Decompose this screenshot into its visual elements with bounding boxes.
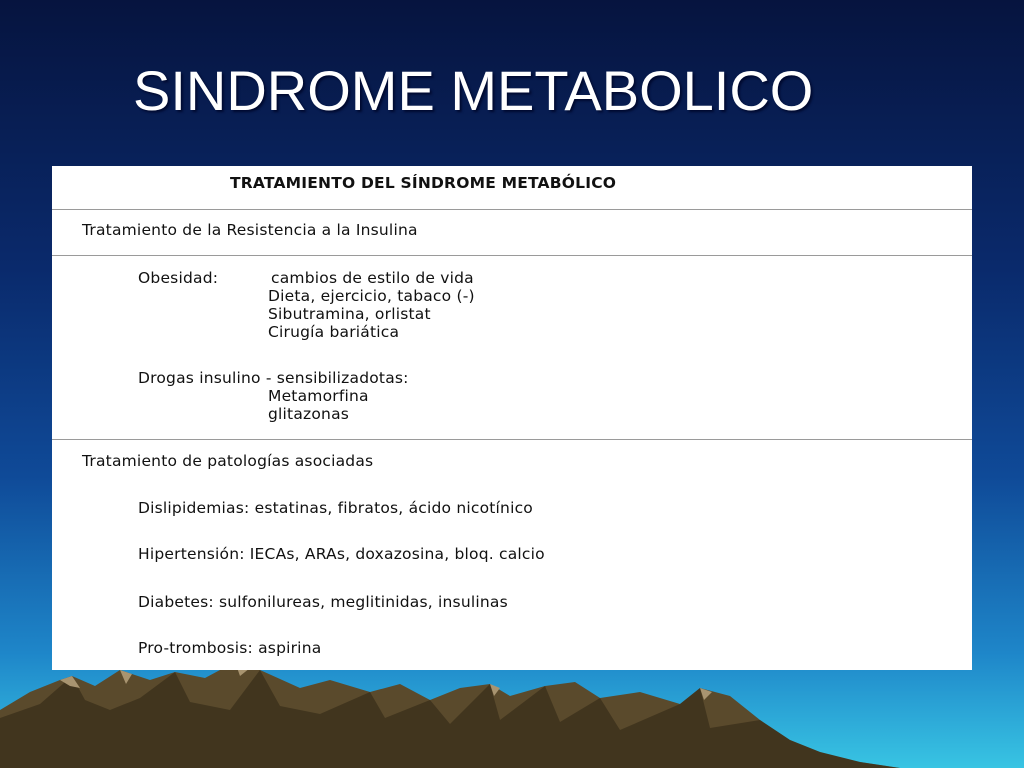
- obesity-line: Cirugía bariática: [268, 323, 400, 341]
- list-item: Diabetes: sulfonilureas, meglitinidas, insulinas: [138, 593, 508, 611]
- list-item: Dislipidemias: estatinas, fibratos, ácido nicotínico: [138, 499, 533, 517]
- slide-title: SINDROME METABOLICO: [133, 59, 814, 122]
- drugs-line: glitazonas: [268, 405, 350, 423]
- divider: [52, 255, 972, 256]
- obesity-label: Obesidad:: [138, 269, 219, 287]
- list-item: Pro-trombosis: aspirina: [138, 639, 322, 657]
- divider: [52, 209, 972, 210]
- section-heading-associated-pathologies: Tratamiento de patologías asociadas: [82, 452, 374, 470]
- treatment-table: [52, 166, 972, 670]
- obesity-line: cambios de estilo de vida: [271, 269, 474, 287]
- obesity-line: Sibutramina, orlistat: [268, 305, 431, 323]
- table-header: TRATAMIENTO DEL SÍNDROME METABÓLICO: [230, 174, 617, 192]
- obesity-line: Dieta, ejercicio, tabaco (-): [268, 287, 475, 305]
- drugs-line: Metamorfina: [268, 387, 369, 405]
- list-item: Hipertensión: IECAs, ARAs, doxazosina, bloq. calcio: [138, 545, 545, 563]
- divider: [52, 439, 972, 440]
- section-heading-insulin-resistance: Tratamiento de la Resistencia a la Insulina: [82, 221, 418, 239]
- drugs-label: Drogas insulino - sensibilizadotas:: [138, 369, 409, 387]
